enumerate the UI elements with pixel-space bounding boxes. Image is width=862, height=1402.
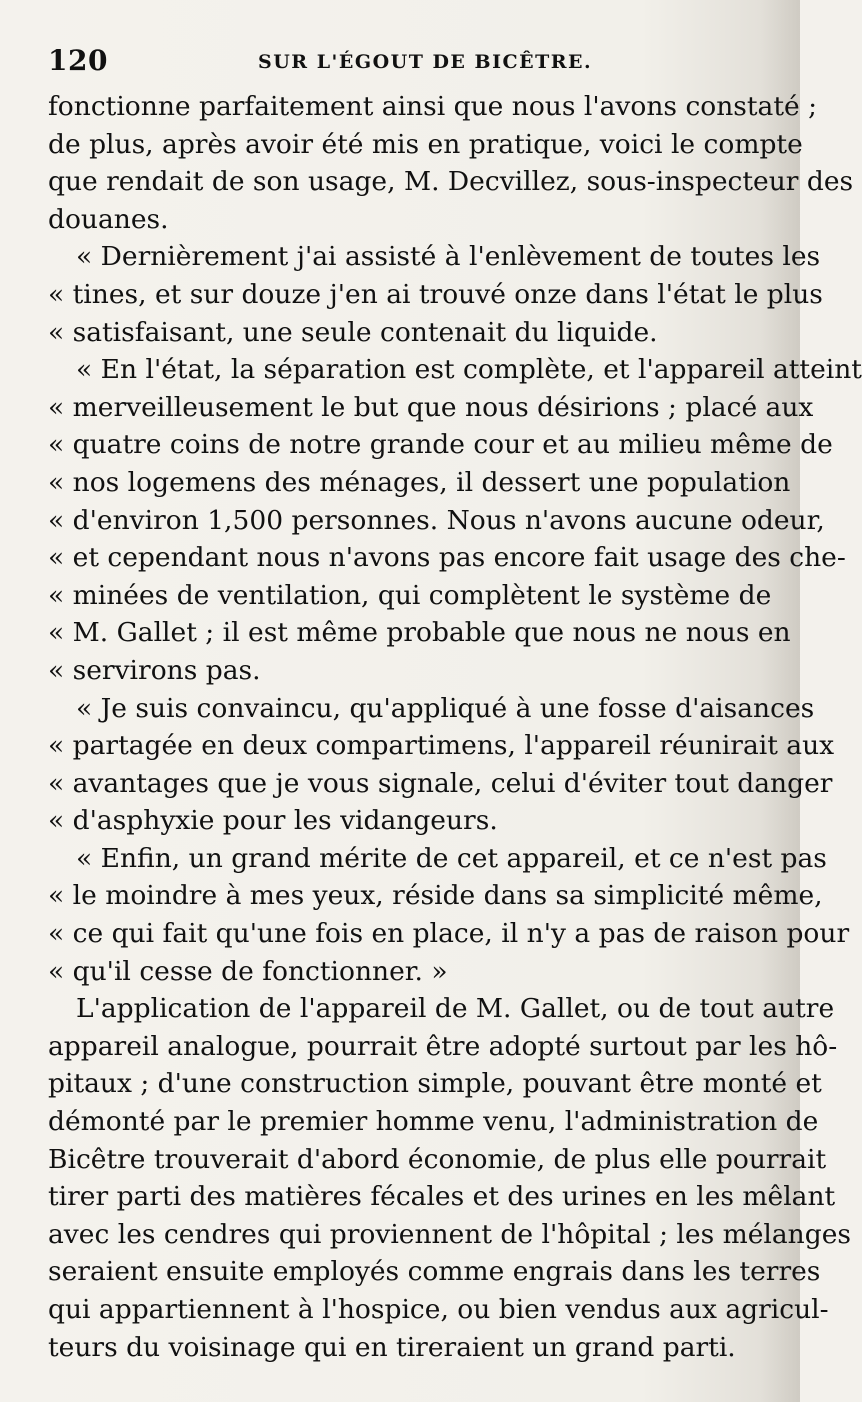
text-line: « minées de ventilation, qui complètent le système de <box>48 579 772 611</box>
text-line: « merveilleusement le but que nous désirions ; placé aux <box>48 391 814 423</box>
body-text <box>48 88 862 1366</box>
text-line: « Je suis convaincu, qu'appliqué à une fosse d'aisances <box>76 692 815 724</box>
text-line: tirer parti des matières fécales et des urines en les mêlant <box>48 1181 836 1213</box>
text-line: pitaux ; d'une construction simple, pouvant être monté et <box>48 1068 822 1100</box>
page-number: 120 <box>48 44 108 77</box>
text-line: « En l'état, la séparation est complète, et l'appareil atteint <box>76 354 862 386</box>
text-line: L'application de l'appareil de M. Gallet, ou de tout autre <box>76 993 835 1025</box>
text-line: appareil analogue, pourrait être adopté surtout par les hô- <box>48 1030 838 1062</box>
text-line: « avantages que je vous signale, celui d'éviter tout danger <box>48 767 833 799</box>
text-line: « Enfin, un grand mérite de cet appareil, et ce n'est pas <box>76 842 827 874</box>
text-line: qui appartiennent à l'hospice, ou bien vendus aux agricul- <box>48 1294 829 1325</box>
text-line: « nos logemens des ménages, il dessert une population <box>48 466 791 498</box>
text-line: seraient ensuite employés comme engrais dans les terres <box>48 1256 821 1288</box>
text-line: « le moindre à mes yeux, réside dans sa simplicité même, <box>48 880 823 912</box>
text-line: « quatre coins de notre grande cour et au milieu même de <box>48 429 833 461</box>
text-line: « d'asphyxie pour les vidangeurs. <box>48 805 498 837</box>
text-line: douanes. <box>48 203 169 235</box>
text-line: « tines, et sur douze j'en ai trouvé onze dans l'état le plus <box>48 278 823 310</box>
text-line: teurs du voisinage qui en tireraient un grand parti. <box>48 1331 736 1363</box>
page-header <box>48 44 760 78</box>
text-line: « servirons pas. <box>48 654 261 686</box>
text-line: « satisfaisant, une seule contenait du liquide. <box>48 316 658 348</box>
running-title: SUR L'ÉGOUT DE BICÊTRE. <box>258 51 593 73</box>
text-line: Bicêtre trouverait d'abord économie, de plus elle pourrait <box>48 1143 827 1175</box>
text-line: avec les cendres qui proviennent de l'hôpital ; les mélanges <box>48 1218 851 1250</box>
text-line: fonctionne parfaitement ainsi que nous l'avons constaté ; <box>48 91 818 122</box>
text-line: « Dernièrement j'ai assisté à l'enlèvement de toutes les <box>76 241 821 273</box>
text-line: « d'environ 1,500 personnes. Nous n'avons aucune odeur, <box>48 504 825 536</box>
text-line: que rendait de son usage, M. Decvillez, sous-inspecteur des <box>48 166 854 198</box>
text-line: « M. Gallet ; il est même probable que nous ne nous en <box>48 617 791 649</box>
text-line: « ce qui fait qu'une fois en place, il n'y a pas de raison pour <box>48 918 850 950</box>
text-line: de plus, après avoir été mis en pratique, voici le compte <box>48 128 803 160</box>
text-line: « qu'il cesse de fonctionner. » <box>48 955 448 987</box>
text-line: démonté par le premier homme venu, l'administration de <box>48 1106 819 1138</box>
text-line: « et cependant nous n'avons pas encore fait usage des che- <box>48 542 846 574</box>
text-line: « partagée en deux compartimens, l'appareil réunirait aux <box>48 730 835 762</box>
